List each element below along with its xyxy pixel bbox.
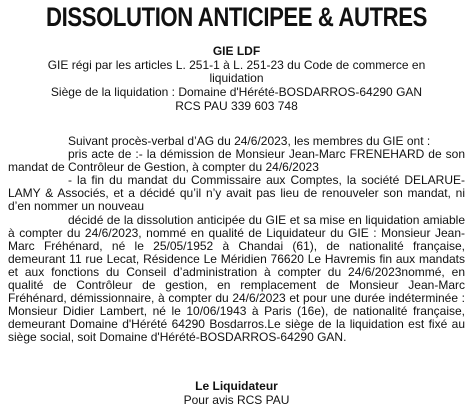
notice-body [8, 135, 465, 345]
body-intro: Suivant procès-verbal d’AG du 24/6/2023, les membres du GIE ont : [68, 134, 431, 148]
signature-note: Pour avis RCS PAU [183, 393, 290, 407]
company-name: GIE LDF [212, 44, 261, 58]
rcs-number: RCS PAU 339 603 748 [175, 99, 298, 113]
signature-title: Le Liquidateur [195, 379, 278, 393]
company-legal-basis: GIE régi par les articles L. 251-1 à L. 251-23 du Code de commerce en liquidation [47, 58, 426, 85]
body-item-resignation: pris acte de :- la démission de Monsieur Jean-Marc FRENEHARD de son mandat de Contrôleur de Gestion, à compter du 24/6/2023 [8, 147, 465, 175]
notice-headline: DISSOLUTION ANTICIPEE & AUTRES [46, 2, 427, 32]
body-item-dissolution: décidé de la dissolution anticipée du GIE et sa mise en liquidation amiable à compter du 24/6/2023, nommé en qualité de Liquidateur du GIE : Monsieur Jean-Marc Fréhénard, né le 25/05/1952 à Chandai (61), de nationalité française, demeurant 11 rue Lecat, Résidence Le Méridien 76620 Le Havremis fin aux mandats et aux fonctions du Conseil d’administration à compter du 24/6/2023nommé, en qualité de Contrôleur de gestion, en remplacement de Monsieur Jean-Marc Fréhénard, démissionnaire, à compter du 24/6/2023 et pour une durée indéterminée : Monsieur Didier Lambert, né le 10/06/1943 à Paris (16e), de nationalité française, demeurant Domaine d'Hérété 64290 Bosdarros.Le siège de la liquidation est fixé au siège social, soit Domaine d'Hérété-BOSDARROS-64290 GAN. [8, 212, 465, 345]
body-item-auditor: - la fin du mandat du Commissaire aux Comptes, la société DELARUE-LAMY & Associés, et a décidé qu’il n’y avait pas lieu de renouveler son mandat, ni d’en nommer un nouveau [8, 173, 465, 214]
liquidation-seat: Siège de la liquidation : Domaine d'Hérété-BOSDARROS-64290 GAN [50, 85, 423, 99]
